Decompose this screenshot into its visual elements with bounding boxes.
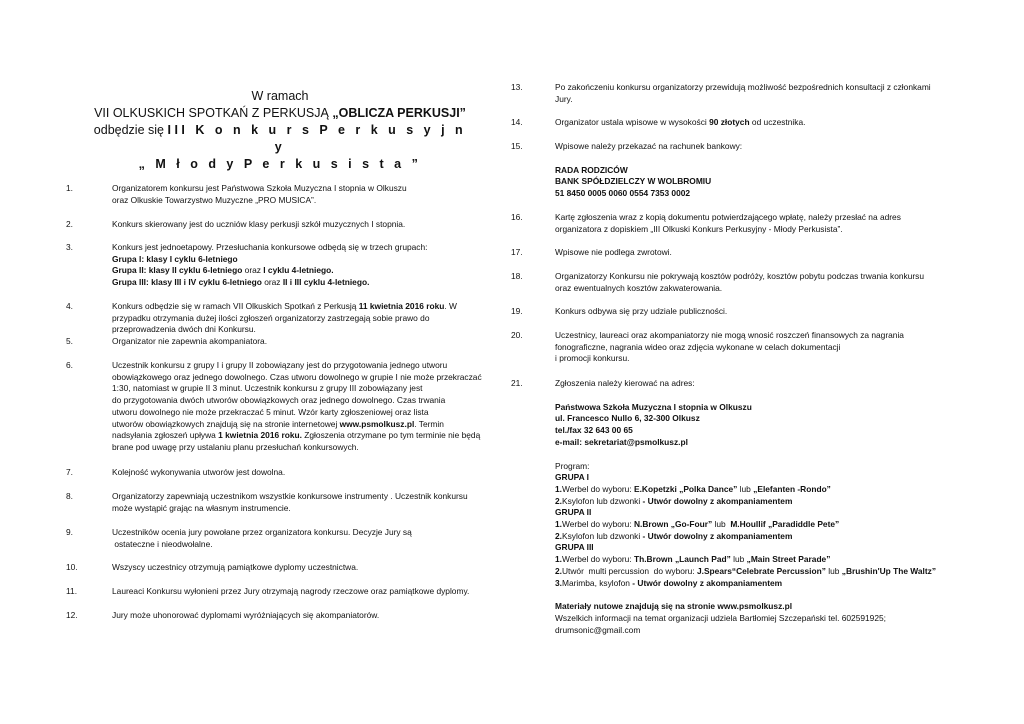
item-text: Uczestnik konkursu z grupy I i grupy II zobowiązany jest do przygotowania jednego utworu (112, 360, 448, 370)
group-label: II i III cyklu 4-letniego. (282, 277, 370, 288)
item-text-part: nadsyłania zgłoszeń upływa (112, 430, 219, 441)
sheet-music-note: Materiały nutowe znajdują się na stronie www.psmolkusz.pl (555, 601, 793, 612)
item-text (112, 430, 506, 442)
entry-text: lub (737, 483, 754, 494)
program-group-1: GRUPA I (555, 472, 589, 483)
item-text: obowiązkowego oraz jednego dowolnego. Czas utworu dowolnego w grupie I nie może przekraczać (112, 371, 482, 382)
program-entry (555, 496, 955, 508)
item-number: 1. (66, 183, 73, 193)
deadline-date: 1 kwietnia 2016 roku. (218, 430, 302, 441)
bank-account-holder: RADA RODZICÓW (555, 164, 628, 175)
entry-text: Werbel do wyboru: (562, 483, 634, 494)
item-text: Zgłoszenia należy kierować na adres: (555, 378, 695, 388)
item-number: 17. (511, 247, 523, 257)
item-number: 16. (511, 212, 523, 222)
item-text: oraz ewentualnych kosztów zakwaterowania. (555, 282, 723, 293)
header-line-2-bold: „OBLICZA PERKUSJI” (332, 106, 466, 120)
entry-text: Utwór multi percussion do wyboru: (562, 565, 697, 576)
item-text: Wpisowe nie podlega zwrotowi. (555, 247, 672, 257)
item-text: i promocji konkursu. (555, 353, 630, 364)
item-text: Kolejność wykonywania utworów jest dowolna. (112, 467, 286, 477)
bank-account-number: 51 8450 0005 0060 0554 7353 0002 (555, 188, 691, 199)
item-text (112, 301, 506, 313)
header-line-3-text: odbędzie się (93, 123, 168, 137)
entry-number: 2. (555, 530, 562, 541)
item-text (112, 254, 506, 266)
address-email[interactable]: e-mail: sekretariat@psmolkusz.pl (555, 436, 688, 447)
item-number: 9. (66, 527, 73, 537)
spacer (555, 390, 955, 402)
item-text: Laureaci Konkursu wyłonieni przez Jury otrzymają nagrody rzeczowe oraz pamiątkowe dyplomy. (112, 586, 470, 596)
entry-text: lub (712, 519, 731, 530)
website-link[interactable]: www.psmolkusz.pl (339, 418, 415, 429)
item-text: Organizatorzy zapewniają uczestnikom wszystkie konkursowe instrumenty . Uczestnik konkursu (112, 491, 468, 501)
item-text: 1:30, natomiast w grupie II 3 minut. Uczestnik konkursu z grupy III zobowiązany jest (112, 383, 423, 394)
group-label: Grupa III: klasy III i IV cyklu 6-letniego (112, 277, 262, 288)
item-text: Organizator nie zapewnia akompaniatora. (112, 336, 268, 346)
entry-text: Werbel do wyboru: (562, 554, 634, 565)
item-number: 11. (66, 586, 78, 596)
header-line-3-bold: III K o n k u r s P e r k u s y j n y (167, 123, 467, 154)
contact-info: Wszelkich informacji na temat organizacji udziela Bartłomiej Szczepański tel. 602591925; (555, 612, 886, 623)
item-text-part: . Termin (414, 418, 444, 429)
item-text: do przygotowania dwóch utworów obowiązkowych oraz jednego dowolnego. Czas trwania (112, 395, 446, 406)
address-street: ul. Francesco Nullo 6, 32-300 Olkusz (555, 413, 700, 424)
entry-title: „Main Street Parade” (746, 554, 831, 565)
entry-text: Ksylofon lub dzwonki (562, 530, 643, 541)
item-text-part: Zgłoszenia otrzymane po tym terminie nie będą (301, 430, 481, 441)
item-text: Uczestników ocenia jury powołane przez organizatora konkursu. Decyzje Jury są (112, 527, 412, 537)
item-text: Organizatorem konkursu jest Państwowa Szkoła Muzyczna I stopnia w Olkuszu (112, 183, 407, 193)
document-header (90, 88, 470, 173)
item-number: 18. (511, 271, 523, 281)
spacer (555, 589, 955, 601)
item-text: brane pod uwagę przy ustalaniu planu przesłuchań konkursowych. (112, 441, 359, 452)
item-text-part: . W (444, 301, 457, 311)
entry-number: 1. (555, 554, 562, 565)
item-number: 21. (511, 378, 523, 388)
contact-email[interactable]: drumsonic@gmail.com (555, 624, 641, 635)
program-entry (555, 566, 955, 578)
program-group-3: GRUPA III (555, 542, 594, 553)
program-entry (555, 519, 955, 531)
item-text: Wpisowe należy przekazać na rachunek bankowy: (555, 141, 743, 151)
item-text (112, 277, 506, 289)
item-number: 15. (511, 141, 523, 151)
item-text: fonograficzne, nagrania wideo oraz zdjęcia wykonane w celach dokumentacji (555, 341, 841, 352)
item-number: 13. (511, 82, 523, 92)
item-text (112, 265, 506, 277)
item-text: Kartę zgłoszenia wraz z kopią dokumentu potwierdzającego wpłatę, należy przesłać na adres (555, 212, 901, 222)
item-text-part: Konkurs odbędzie się w ramach VII Olkuskich Spotkań z Perkusją (112, 301, 359, 311)
item-text-part: utworów obowiązkowych znajdują się na stronie internetowej (112, 418, 340, 429)
item-text: Po zakończeniu konkursu organizatorzy przewidują możliwość bezpośrednich konsultacji z członkami (555, 82, 931, 92)
entry-text: Ksylofon lub dzwonki (562, 495, 643, 506)
item-text (112, 419, 506, 431)
program-group-2: GRUPA II (555, 507, 592, 518)
entry-text: Werbel do wyboru: (562, 519, 634, 530)
item-text: Konkurs odbywa się przy udziale publiczności. (555, 306, 728, 316)
item-number: 8. (66, 491, 73, 501)
item-text: ostateczne i nieodwołalne. (112, 538, 213, 549)
entry-title: N.Brown „Go-Four” (634, 519, 713, 530)
spacer (555, 153, 955, 165)
entry-title: E.Kopetzki „Polka Dance” (634, 483, 738, 494)
fee-amount: 90 złotych (709, 117, 750, 127)
entry-number: 1. (555, 483, 562, 494)
address-phone: tel./fax 32 643 00 65 (555, 425, 633, 436)
item-text-part: od uczestnika. (749, 117, 806, 127)
event-date: 11 kwietnia 2016 roku (358, 301, 445, 311)
item-text: oraz Olkuskie Towarzystwo Muzyczne „PRO MUSICA”. (112, 194, 317, 205)
entry-title: - Utwór dowolny z akompaniamentem (642, 530, 793, 541)
program-entry (555, 578, 955, 590)
item-text: Jury może uhonorować dyplomami wyróżniających się akompaniatorów. (112, 610, 380, 620)
entry-title: Th.Brown „Launch Pad” (634, 554, 731, 565)
header-line-2-text: VII OLKUSKICH SPOTKAŃ Z PERKUSJĄ (94, 106, 333, 120)
entry-title: „Brushin'Up The Waltz” (841, 565, 937, 576)
item-number: 7. (66, 467, 73, 477)
entry-number: 2. (555, 565, 562, 576)
entry-number: 3. (555, 577, 562, 588)
item-text: organizatora z dopiskiem „III Olkuski Konkurs Perkusyjny - Młody Perkusista”. (555, 223, 843, 234)
item-text: przypadku otrzymania dużej ilości zgłoszeń organizatorzy zastrzegają sobie prawo do (112, 312, 430, 323)
header-line-4: „ M ł o d y P e r k u s i s t a ” (138, 157, 422, 171)
item-text: Wszyscy uczestnicy otrzymują pamiątkowe dyplomy uczestnictwa. (112, 562, 359, 572)
spacer (555, 449, 955, 461)
item-number: 19. (511, 306, 523, 316)
group-label: I cyklu 4-letniego. (263, 265, 334, 276)
group-label: Grupa I: klasy I cyklu 6-letniego (112, 253, 238, 264)
program-entry (555, 531, 955, 543)
item-text: Konkurs jest jednoetapowy. Przesłuchania konkursowe odbędą się w trzech grupach: (112, 242, 428, 252)
entry-title: M.Houllif „Paradiddle Pete” (730, 519, 840, 530)
entry-text: Marimba, ksylofon (562, 577, 633, 588)
group-label: Grupa II: klasy II cyklu 6-letniego (112, 265, 243, 276)
item-text: Organizatorzy Konkursu nie pokrywają kosztów podróży, kosztów pobytu podczas trwania konkursu (555, 271, 924, 281)
item-number: 6. (66, 360, 73, 370)
item-text: Jury. (555, 93, 573, 104)
bank-name: BANK SPÓŁDZIELCZY W WOLBROMIU (555, 176, 712, 187)
connector-text: oraz (242, 265, 264, 276)
item-number: 12. (66, 610, 78, 620)
item-text: Uczestnicy, laureaci oraz akompaniatorzy nie mogą wnosić roszczeń finansowych za nagrania (555, 330, 904, 340)
program-entry (555, 484, 955, 496)
entry-title: - Utwór dowolny z akompaniamentem (632, 577, 783, 588)
item-number: 5. (66, 336, 73, 346)
program-entry (555, 554, 955, 566)
item-text (555, 117, 955, 129)
item-number: 4. (66, 301, 73, 311)
item-text: utworu dowolnego nie może przekraczać 5 minut. Wzór karty zgłoszeniowej oraz lista (112, 406, 429, 417)
item-text: może wystąpić grając na własnym instrumencie. (112, 502, 291, 513)
item-number: 2. (66, 219, 73, 229)
entry-number: 2. (555, 495, 562, 506)
entry-text: lub (730, 554, 747, 565)
item-number: 20. (511, 330, 523, 340)
item-number: 10. (66, 562, 78, 572)
item-number: 14. (511, 117, 523, 127)
entry-title: - Utwór dowolny z akompaniamentem (642, 495, 793, 506)
header-line-1: W ramach (251, 89, 309, 103)
entry-title: „Elefanten -Rondo” (753, 483, 831, 494)
program-title: Program: (555, 460, 590, 471)
item-number: 3. (66, 242, 73, 252)
item-text: Konkurs skierowany jest do uczniów klasy perkusji szkół muzycznych I stopnia. (112, 219, 406, 229)
header-line-2 (90, 105, 470, 122)
entry-text: lub (825, 565, 842, 576)
connector-text: oraz (261, 277, 283, 288)
entry-number: 1. (555, 519, 562, 530)
entry-title: J.Spears“Celebrate Percussion” (696, 565, 826, 576)
header-line-3 (90, 122, 470, 156)
address-school: Państwowa Szkoła Muzyczna I stopnia w Olkuszu (555, 401, 752, 412)
item-text: przeprowadzenia dwóch dni Konkursu. (112, 324, 256, 335)
item-text-part: Organizator ustala wpisowe w wysokości (555, 117, 710, 127)
